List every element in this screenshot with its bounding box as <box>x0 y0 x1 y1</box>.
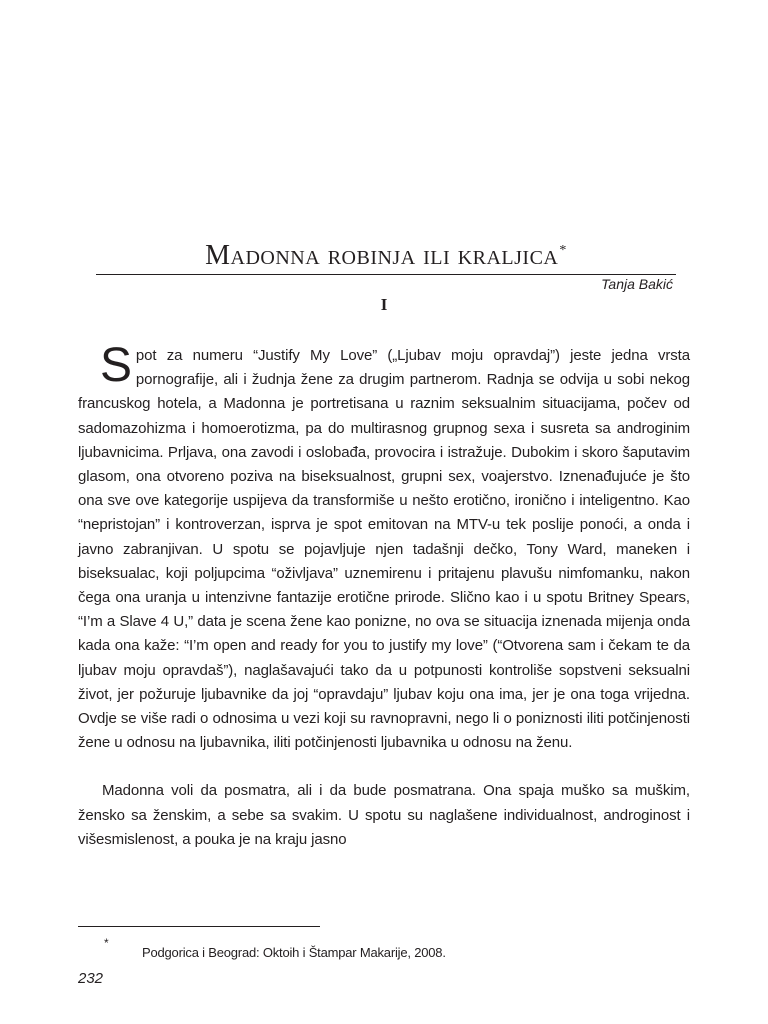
section-number: I <box>380 295 388 314</box>
paragraph-2: Madonna voli da posmatra, ali i da bude posmatrana. Ona spaja muško sa muškim, žensko sa ženskim, a sebe sa svakim. U spotu su naglašene individualnost, androginost i višesmislenost, a pouka je na kraju jasno <box>78 782 690 848</box>
article-title <box>96 240 676 272</box>
drop-cap: S <box>100 339 132 392</box>
title-footnote-mark: * <box>559 242 567 258</box>
author-name: Tanja Bakić <box>601 276 673 292</box>
footnote-text: Podgorica i Beograd: Oktoih i Štampar Makarije, 2008. <box>142 945 446 960</box>
title-underline <box>96 274 676 275</box>
paragraph-1-text: pot za numeru “Justify My Love” („Ljubav moju opravdaj”) jeste jedna vrsta pornografije, ali i žudnja žene za drugim partnerom. Radnja se odvija u sobi nekog francuskog hotela, a Madonna je portretisana u raznim seksualnim situacijama, počev od sadomazohizma i homoerotizma, pa do multirasnog grupnog sexa i susreta sa androginim ljubavnicima. Prljava, ona zavodi i oslobađa, provocira i istražuje. Dubokim i skoro šaputavim glasom, ona otvoreno poziva na biseksualnost, grupni sex, voajerstvo. Iznenađujuće je što ona sve ove kategorije uspijeva da transformiše u nešto erotično, ironično i inteligentno. Kao “nepristojan” i kontroverzan, isprva je spot emitovan na MTV-u tek poslije ponoći, a onda i javno zabranjivan. U spotu se pojavljuje njen tadašnji dečko, Tony Ward, maneken i biseksualac, koji poljupcima “oživljava” uznemirenu i pritajenu plavušu nimfomanku, nakon čega ona uranja u intenzivne fantazije erotične prirode. Slično kao i u spotu Britney Spears, “I’m a Slave 4 U,” data je scena žene kao ponizne, no ova se situacija iznenada mijenja onda kada ona kaže: “I’m open and ready for you to justify my love” (“Otvorena sam i čekam te da ljubav moju opravdaš”), naglašavajući tako da u potpunosti kontroliše sopstveni seksualni život, jer požuruje ljubavnike da joj “opravdaju” ljubav koju ona ima, jer je ona toga vrijedna. Ovdje se više radi o odnosima u vezi koji su ravnopravni, nego li o poniznosti iliti potčinjenosti žene u odnosu na ljubavnika, iliti potčinjenosti ljubavnika u odnosu na ženu. <box>78 347 690 752</box>
footnote-separator <box>78 926 320 927</box>
article-title-text: Madonna robinja ili kraljica <box>205 240 559 271</box>
footnote-mark: * <box>104 936 109 950</box>
article-body <box>78 339 690 852</box>
page-number: 232 <box>78 970 104 987</box>
paragraph-1 <box>78 339 690 755</box>
